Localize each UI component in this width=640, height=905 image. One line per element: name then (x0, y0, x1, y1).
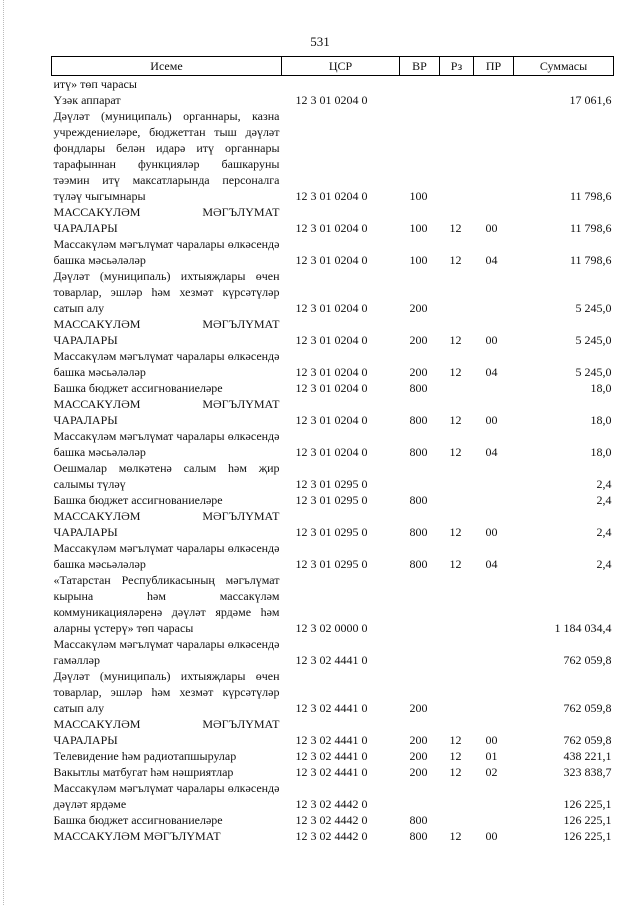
cell-rz (440, 780, 474, 812)
cell-vr: 800 (409, 413, 428, 427)
table-row (52, 380, 614, 396)
cell-rz (440, 572, 474, 636)
table-row (52, 348, 614, 380)
cell-sum: 126 225,1 (563, 797, 612, 811)
cell-sum: 126 225,1 (563, 829, 612, 843)
page-number: 531 (310, 34, 330, 49)
table-row (52, 108, 614, 204)
cell-vr: 200 (409, 701, 428, 715)
cell-csr: 12 3 01 0204 0 (295, 221, 368, 235)
cell-sum: 11 798,6 (569, 253, 612, 267)
cell-sum: 126 225,1 (563, 813, 612, 827)
cell-name: МАССАКҮЛӘМ МӘГЪЛҮМАТ ЧАРАЛАРЫ (53, 509, 280, 539)
cell-vr: 200 (409, 765, 428, 779)
header-pr: ПР (474, 57, 514, 76)
cell-vr: 800 (409, 557, 428, 571)
cell-pr (474, 572, 514, 636)
cell-sum: 11 798,6 (569, 221, 612, 235)
cell-name: Массакүләм мәгълүмат чаралары өлкәсендә башка мәсьәләләр (53, 349, 280, 379)
table-row (52, 636, 614, 668)
cell-pr: 00 (485, 221, 498, 235)
cell-vr: 100 (409, 221, 428, 235)
cell-vr: 200 (409, 301, 428, 315)
cell-name: Башка бюджет ассигнованиеләре (53, 381, 223, 395)
table-row (52, 828, 614, 844)
cell-pr (474, 492, 514, 508)
cell-sum: 5 245,0 (575, 365, 612, 379)
table-row (52, 540, 614, 572)
cell-vr (400, 76, 440, 93)
cell-rz: 12 (449, 221, 462, 235)
cell-sum: 438 221,1 (563, 749, 612, 763)
cell-sum: 762 059,8 (563, 733, 612, 747)
table-header-row (52, 57, 614, 76)
table-row (52, 492, 614, 508)
cell-sum: 18,0 (590, 413, 612, 427)
cell-sum: 2,4 (596, 477, 612, 491)
table-row (52, 76, 614, 93)
cell-vr: 200 (409, 749, 428, 763)
cell-name: МАССАКҮЛӘМ МӘГЪЛҮМАТ ЧАРАЛАРЫ (53, 205, 280, 235)
cell-pr (474, 780, 514, 812)
cell-name: Оешмалар мөлкәтенә салым һәм җир салымы түләү (53, 461, 280, 491)
cell-name: Телевидение һәм радиотапшырулар (53, 749, 237, 763)
cell-vr: 800 (409, 445, 428, 459)
cell-rz: 12 (449, 829, 462, 843)
cell-name: Массакүләм мәгълүмат чаралары өлкәсендә башка мәсьәләләр (53, 237, 280, 267)
cell-vr: 200 (409, 733, 428, 747)
cell-pr (474, 636, 514, 668)
cell-pr (474, 268, 514, 316)
cell-csr: 12 3 02 4442 0 (295, 797, 368, 811)
cell-pr: 04 (485, 365, 498, 379)
cell-name: Башка бюджет ассигнованиеләре (53, 493, 223, 507)
budget-table (51, 56, 614, 844)
cell-sum: 2,4 (596, 557, 612, 571)
cell-pr (474, 812, 514, 828)
cell-csr: 12 3 01 0295 0 (295, 525, 368, 539)
table-row (52, 780, 614, 812)
header-csr: ЦСР (282, 57, 400, 76)
cell-rz (440, 668, 474, 716)
cell-csr: 12 3 02 4442 0 (295, 829, 368, 843)
cell-rz (440, 268, 474, 316)
cell-csr: 12 3 01 0204 0 (295, 301, 368, 315)
table-row (52, 668, 614, 716)
cell-csr: 12 3 02 4441 0 (295, 749, 368, 763)
header-sum: Суммасы (514, 57, 614, 76)
cell-vr: 200 (409, 365, 428, 379)
cell-pr: 00 (485, 413, 498, 427)
cell-vr (400, 92, 440, 108)
cell-name: Массакүләм мәгълүмат чаралары өлкәсендә башка мәсьәләләр (53, 429, 280, 459)
cell-csr: 12 3 02 4441 0 (295, 701, 368, 715)
table-row (52, 764, 614, 780)
table-row (52, 572, 614, 636)
cell-rz (440, 76, 474, 93)
table-row (52, 812, 614, 828)
table-row (52, 316, 614, 348)
cell-csr: 12 3 01 0204 0 (295, 93, 368, 107)
cell-vr (400, 460, 440, 492)
cell-sum: 18,0 (590, 381, 612, 395)
cell-csr: 12 3 01 0204 0 (295, 333, 368, 347)
cell-name: Дәүләт (муниципаль) органнары, казна учреждениеләре, бюджеттан тыш дәүләт фондлары белән идарә итү органнары тарафыннан функцияләр башкаруны тәэмин итү максатларында персоналга түләү чыгымнары (53, 109, 280, 203)
cell-vr (400, 572, 440, 636)
table-row (52, 716, 614, 748)
cell-csr: 12 3 01 0204 0 (295, 381, 368, 395)
cell-vr: 800 (409, 813, 428, 827)
cell-pr (474, 92, 514, 108)
cell-csr: 12 3 01 0204 0 (295, 253, 368, 267)
cell-sum: 17 061,6 (569, 93, 612, 107)
cell-rz: 12 (449, 733, 462, 747)
cell-pr: 01 (485, 749, 498, 763)
cell-vr: 100 (409, 253, 428, 267)
cell-rz (440, 636, 474, 668)
header-name: Исеме (52, 57, 282, 76)
table-row (52, 236, 614, 268)
header-rz: Рз (440, 57, 474, 76)
cell-name: Башка бюджет ассигнованиеләре (53, 813, 223, 827)
table-body (52, 76, 614, 845)
cell-name: МАССАКҮЛӘМ МӘГЪЛҮМАТ (53, 829, 221, 843)
margin-rule (3, 0, 5, 905)
cell-sum: 2,4 (596, 525, 612, 539)
cell-rz (440, 108, 474, 204)
cell-csr: 12 3 01 0204 0 (295, 365, 368, 379)
cell-vr (400, 636, 440, 668)
cell-vr: 200 (409, 333, 428, 347)
cell-csr: 12 3 02 4441 0 (295, 733, 368, 747)
cell-csr: 12 3 01 0295 0 (295, 557, 368, 571)
cell-csr: 12 3 02 4441 0 (295, 765, 368, 779)
cell-rz: 12 (449, 765, 462, 779)
cell-pr: 04 (485, 253, 498, 267)
cell-rz: 12 (449, 413, 462, 427)
cell-csr (282, 76, 400, 93)
cell-rz (440, 92, 474, 108)
cell-pr: 00 (485, 829, 498, 843)
table-row (52, 204, 614, 236)
cell-name: итү» төп чарасы (53, 77, 137, 91)
table-row (52, 428, 614, 460)
cell-rz: 12 (449, 445, 462, 459)
cell-sum: 11 798,6 (569, 189, 612, 203)
cell-vr: 100 (409, 189, 428, 203)
cell-csr: 12 3 01 0204 0 (295, 413, 368, 427)
cell-csr: 12 3 01 0295 0 (295, 477, 368, 491)
cell-pr (474, 76, 514, 93)
cell-pr (474, 108, 514, 204)
cell-name: Дәүләт (муниципаль) ихтыяҗлары өчен товарлар, эшләр һәм хезмәт күрсәтүләр сатып алу (53, 269, 280, 315)
cell-pr: 02 (485, 765, 498, 779)
cell-sum (514, 76, 614, 93)
cell-pr: 00 (485, 333, 498, 347)
header-vr: ВР (400, 57, 440, 76)
cell-csr: 12 3 01 0204 0 (295, 189, 368, 203)
cell-name: Вакытлы матбугат һәм нәшриятлар (53, 765, 234, 779)
cell-sum: 323 838,7 (563, 765, 612, 779)
cell-rz: 12 (449, 749, 462, 763)
cell-pr (474, 380, 514, 396)
cell-sum: 1 184 034,4 (554, 621, 612, 635)
cell-name: «Татарстан Республикасының мәгълүмат кырына һәм массакүләм коммуникацияләренә дәүләт ярдәме һәм аларны үстерү» төп чарасы (53, 573, 280, 635)
cell-name: Массакүләм мәгълүмат чаралары өлкәсендә гамәлләр (53, 637, 280, 667)
cell-vr: 800 (409, 493, 428, 507)
cell-vr: 800 (409, 381, 428, 395)
cell-pr (474, 460, 514, 492)
cell-name: Дәүләт (муниципаль) ихтыяҗлары өчен товарлар, эшләр һәм хезмәт күрсәтүләр сатып алу (53, 669, 280, 715)
cell-rz: 12 (449, 253, 462, 267)
cell-name: Үзәк аппарат (53, 93, 121, 107)
cell-csr: 12 3 02 4441 0 (295, 653, 368, 667)
cell-name: МАССАКҮЛӘМ МӘГЪЛҮМАТ ЧАРАЛАРЫ (53, 397, 280, 427)
cell-csr: 12 3 02 4442 0 (295, 813, 368, 827)
cell-rz: 12 (449, 333, 462, 347)
cell-csr: 12 3 02 0000 0 (295, 621, 368, 635)
cell-sum: 18,0 (590, 445, 612, 459)
table-row (52, 396, 614, 428)
cell-pr: 00 (485, 525, 498, 539)
cell-rz (440, 460, 474, 492)
cell-rz (440, 380, 474, 396)
cell-sum: 762 059,8 (563, 653, 612, 667)
cell-name: МАССАКҮЛӘМ МӘГЪЛҮМАТ ЧАРАЛАРЫ (53, 317, 280, 347)
cell-pr (474, 668, 514, 716)
table-row (52, 460, 614, 492)
cell-name: Массакүләм мәгълүмат чаралары өлкәсендә башка мәсьәләләр (53, 541, 280, 571)
cell-sum: 5 245,0 (575, 301, 612, 315)
cell-sum: 762 059,8 (563, 701, 612, 715)
cell-pr: 00 (485, 733, 498, 747)
cell-pr: 04 (485, 557, 498, 571)
cell-rz: 12 (449, 365, 462, 379)
cell-vr: 800 (409, 829, 428, 843)
cell-sum: 5 245,0 (575, 333, 612, 347)
table-row (52, 748, 614, 764)
cell-name: Массакүләм мәгълүмат чаралары өлкәсендә дәүләт ярдәме (53, 781, 280, 811)
cell-vr (400, 780, 440, 812)
cell-csr: 12 3 01 0295 0 (295, 493, 368, 507)
cell-rz: 12 (449, 525, 462, 539)
cell-csr: 12 3 01 0204 0 (295, 445, 368, 459)
cell-rz (440, 812, 474, 828)
cell-pr: 04 (485, 445, 498, 459)
cell-rz (440, 492, 474, 508)
table-row (52, 92, 614, 108)
table-row (52, 268, 614, 316)
cell-vr: 800 (409, 525, 428, 539)
cell-rz: 12 (449, 557, 462, 571)
cell-sum: 2,4 (596, 493, 612, 507)
cell-name: МАССАКҮЛӘМ МӘГЪЛҮМАТ ЧАРАЛАРЫ (53, 717, 280, 747)
table-row (52, 508, 614, 540)
